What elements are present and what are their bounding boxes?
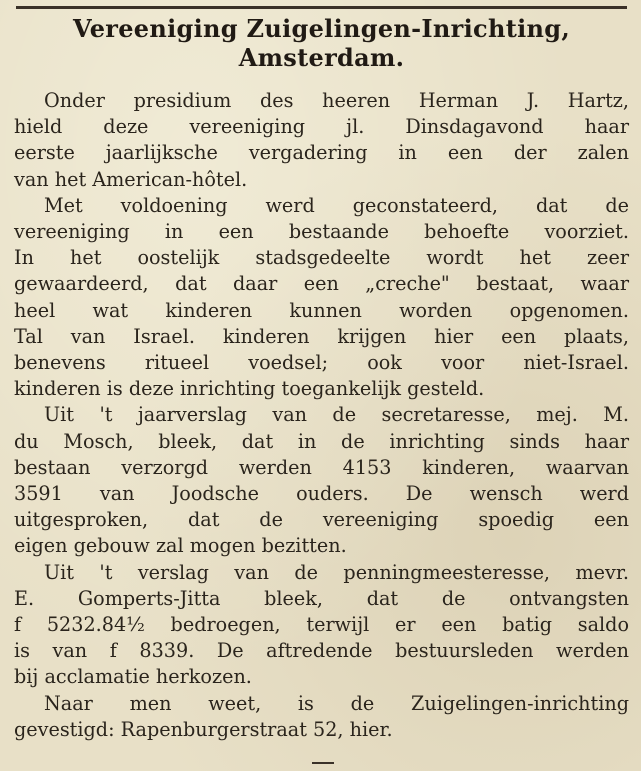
text-line: hield deze vereeniging jl. Dinsdagavond haar — [14, 115, 629, 139]
text-line: eigen gebouw zal mogen bezitten. — [14, 534, 347, 558]
paragraph-1 — [14, 88, 629, 193]
text-line: vereeniging in een bestaande behoefte voorziet. — [14, 220, 629, 244]
text-line: kinderen is deze inrichting toegankelijk gesteld. — [14, 377, 485, 401]
top-rule — [16, 6, 627, 9]
text-line: is van f 8339. De aftredende bestuursleden werden — [14, 639, 629, 663]
text-line: 3591 van Joodsche ouders. De wensch werd — [14, 482, 629, 506]
text-line: gevestigd: Rapenburgerstraat 52, hier. — [14, 717, 393, 741]
paragraph-2 — [14, 193, 629, 403]
article-body — [14, 88, 629, 743]
text-line: bestaan verzorgd werden 4153 kinderen, waarvan — [14, 455, 629, 479]
text-line: gewaardeerd, dat daar een „creche" bestaat, waar — [14, 272, 629, 296]
text-line: Naar men weet, is de Zuigelingen-inrichting — [44, 691, 629, 715]
text-line: van het American-hôtel. — [14, 167, 248, 191]
text-line: Uit 't verslag van de penningmeesteresse, mevr. — [44, 560, 629, 584]
text-line: heel wat kinderen kunnen worden opgenomen. — [14, 298, 629, 322]
text-line: bij acclamatie herkozen. — [14, 665, 252, 689]
text-line: E. Gomperts-Jitta bleek, dat de ontvangsten — [14, 586, 629, 610]
text-line: In het oostelijk stadsgedeelte wordt het zeer — [14, 246, 629, 270]
paragraph-3 — [14, 402, 629, 559]
text-line: Tal van Israel. kinderen krijgen hier een plaats, — [14, 324, 629, 348]
text-line: Onder presidium des heeren Herman J. Hartz, — [44, 89, 629, 112]
end-rule — [312, 762, 334, 764]
headline — [14, 0, 629, 72]
text-line: Met voldoening werd geconstateerd, dat de — [44, 193, 629, 217]
text-line: benevens ritueel voedsel; ook voor niet-Israel. — [14, 351, 629, 375]
text-line: eerste jaarlijksche vergadering in een der zalen — [14, 141, 629, 165]
text-line: f 5232.84½ bedroegen, terwijl er een batig saldo — [14, 613, 629, 637]
text-line: Uit 't jaarverslag van de secretaresse, mej. M. — [44, 403, 629, 427]
headline-line-1: Vereeniging Zuigelingen-Inrichting, — [73, 14, 570, 43]
paragraph-5 — [14, 691, 629, 743]
paragraph-4 — [14, 560, 629, 691]
text-line: uitgesproken, dat de vereeniging spoedig een — [14, 508, 629, 532]
headline-line-2: Amsterdam. — [238, 43, 405, 72]
text-line: du Mosch, bleek, dat in de inrichting sinds haar — [14, 429, 629, 453]
